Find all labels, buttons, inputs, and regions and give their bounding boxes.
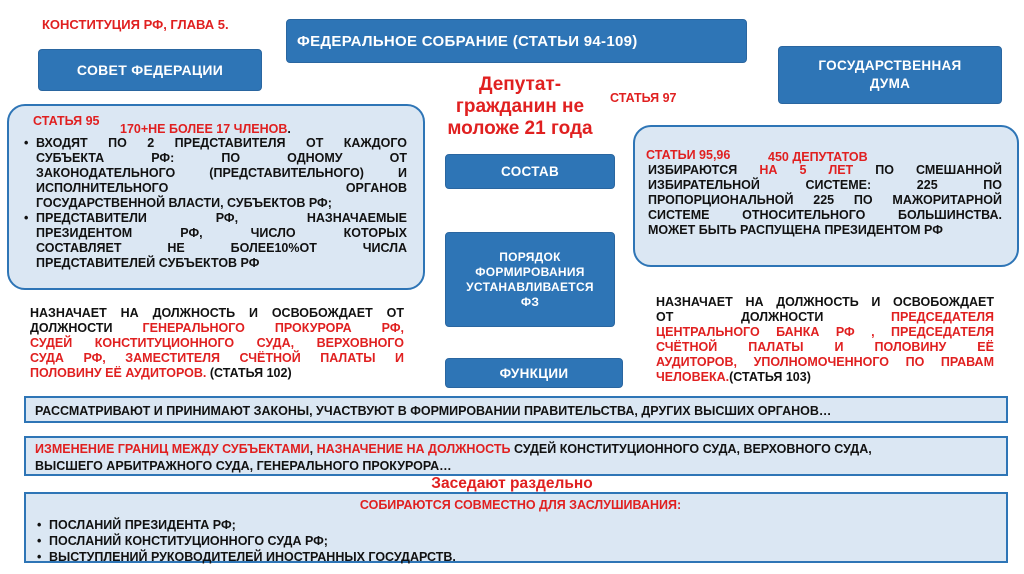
deputy-line-2: гражданин не — [455, 96, 585, 117]
federation-council-box — [38, 49, 262, 91]
council-b1-l1: • ВХОДЯТ ПО 2 ПРЕДСТАВИТЕЛЯ ОТ КАЖДОГО — [36, 136, 407, 150]
joint-item-2: • ПОСЛАНИЙ КОНСТИТУЦИОННОГО СУДА РФ; — [35, 533, 1006, 549]
council-b2-l1: • ПРЕДСТАВИТЕЛИ РФ, НАЗНАЧАЕМЫЕ — [36, 211, 407, 225]
council-members-dot: . — [287, 122, 291, 136]
deputy-article: СТАТЬЯ 97 — [610, 91, 677, 105]
state-duma-title-1: ГОСУДАРСТВЕННАЯ — [818, 58, 962, 73]
laws-bar — [24, 396, 1008, 423]
deputy-line-1: Депутат- — [478, 74, 562, 95]
right-appoint-l1: НАЗНАЧАЕТ НА ДОЛЖНОСТЬ И ОСВОБОЖДАЕТ — [656, 295, 994, 309]
right-appoint-l3: ЦЕНТРАЛЬНОГО БАНКА РФ , ПРЕДСЕДАТЕЛЯ — [656, 325, 994, 339]
joint-sessions-list — [35, 517, 1006, 565]
duma-deputies-count: 450 ДЕПУТАТОВ — [768, 150, 868, 164]
state-duma-box — [778, 46, 1002, 104]
council-b2-l2: ПРЕЗИДЕНТОМ РФ, ЧИСЛО КОТОРЫХ — [36, 226, 407, 240]
council-b1-l5: ГОСУДАРСТВЕННОЙ ВЛАСТИ, СУБЪЕКТОВ РФ; — [36, 196, 332, 210]
duma-line-4: СИСТЕМЕ ОТНОСИТЕЛЬНОГО БОЛЬШИНСТВА. — [648, 208, 1002, 222]
left-appoint-l3: СУДЕЙ КОНСТИТУЦИОННОГО СУДА, ВЕРХОВНОГО — [30, 336, 404, 350]
formation-box — [445, 232, 615, 327]
formation-line-3: УСТАНАВЛИВАЕТСЯ — [466, 279, 594, 294]
right-appoint-l6: ЧЕЛОВЕКА.(СТАТЬЯ 103) — [656, 370, 811, 384]
formation-line-1: ПОРЯДОК — [499, 249, 561, 264]
composition-label: СОСТАВ — [500, 164, 560, 179]
functions-label: ФУНКЦИИ — [499, 365, 569, 381]
council-b1-l4: ИСПОЛНИТЕЛЬНОГО ОРГАНОВ — [36, 181, 407, 195]
council-bullet-2 — [22, 211, 407, 271]
laws-text: РАССМАТРИВАЮТ И ПРИНИМАЮТ ЗАКОНЫ, УЧАСТВУЮТ В ФОРМИРОВАНИИ ПРАВИТЕЛЬСТВА, ДРУГИХ ВЫСШИХ ОРГАНОВ… — [35, 404, 832, 418]
sessions-separately: Заседают раздельно — [431, 475, 593, 492]
federal-assembly-box — [286, 19, 747, 63]
left-appoint-l1: НАЗНАЧАЕТ НА ДОЛЖНОСТЬ И ОСВОБОЖДАЕТ ОТ — [30, 306, 404, 320]
council-b1-l2: СУБЪЕКТА РФ: ПО ОДНОМУ ОТ — [36, 151, 407, 165]
right-appoint-l4: СЧЁТНОЙ ПАЛАТЫ И ПОЛОВИНУ ЕЁ — [656, 340, 994, 354]
deputy-requirement — [425, 74, 615, 140]
constitution-label: КОНСТИТУЦИЯ РФ, ГЛАВА 5. — [42, 17, 229, 32]
joint-sessions-bar — [24, 492, 1008, 563]
council-b1-l3: ЗАКОНОДАТЕЛЬНОГО (ПРЕДСТАВИТЕЛЬНОГО) И — [36, 166, 407, 180]
council-appointments — [30, 306, 404, 381]
borders-line-2: ВЫСШЕГО АРБИТРАЖНОГО СУДА, ГЕНЕРАЛЬНОГО ПРОКУРОРА… — [35, 459, 452, 473]
state-duma-title-2: ДУМА — [869, 76, 911, 91]
duma-text — [648, 163, 1002, 238]
federal-assembly-title: ФЕДЕРАЛЬНОЕ СОБРАНИЕ (СТАТЬИ 94-109) — [297, 32, 638, 50]
right-appoint-l5: АУДИТОРОВ, УПОЛНОМОЧЕННОГО ПО ПРАВАМ — [656, 355, 994, 369]
council-b2-l3: СОСТАВЛЯЕТ НЕ БОЛЕЕ10%ОТ ЧИСЛА — [36, 241, 407, 255]
council-bullet-1 — [22, 136, 407, 211]
duma-line-2: ИЗБИРАТЕЛЬНОЙ СИСТЕМЕ: 225 ПО — [648, 178, 1002, 192]
council-members — [120, 122, 291, 136]
left-appoint-l4: СУДА РФ, ЗАМЕСТИТЕЛЯ СЧЁТНОЙ ПАЛАТЫ И — [30, 351, 404, 365]
right-appoint-l2: ОТ ДОЛЖНОСТИ ПРЕДСЕДАТЕЛЯ — [656, 310, 994, 324]
formation-line-4: ФЗ — [520, 294, 540, 309]
joint-item-3: • ВЫСТУПЛЕНИЙ РУКОВОДИТЕЛЕЙ ИНОСТРАННЫХ ГОСУДАРСТВ. — [35, 549, 1006, 565]
duma-line-5: МОЖЕТ БЫТЬ РАСПУЩЕНА ПРЕЗИДЕНТОМ РФ — [648, 223, 943, 237]
duma-line-3: ПРОПОРЦИОНАЛЬНОЙ 225 ПО МАЖОРИТАРНОЙ — [648, 193, 1002, 207]
functions-box — [445, 358, 623, 388]
council-bullets — [22, 136, 407, 271]
council-article: СТАТЬЯ 95 — [33, 114, 100, 128]
duma-article: СТАТЬИ 95,96 — [646, 148, 731, 162]
joint-sessions-title: СОБИРАЮТСЯ СОВМЕСТНО ДЛЯ ЗАСЛУШИВАНИЯ: — [359, 498, 682, 512]
duma-appointments — [656, 295, 994, 385]
duma-line-1: ИЗБИРАЮТСЯ НА 5 ЛЕТ ПО СМЕШАННОЙ — [648, 163, 1002, 177]
borders-line-1: ИЗМЕНЕНИЕ ГРАНИЦ МЕЖДУ СУБЪЕКТАМИ, НАЗНАЧЕНИЕ НА ДОЛЖНОСТЬ СУДЕЙ КОНСТИТУЦИОННОГО СУДА, ВЕРХОВНОГО СУДА, — [35, 442, 872, 456]
council-b2-l4: ПРЕДСТАВИТЕЛЕЙ СУБЪЕКТОВ РФ — [36, 256, 260, 270]
federation-council-title: СОВЕТ ФЕДЕРАЦИИ — [76, 62, 224, 78]
deputy-line-3: моложе 21 года — [447, 118, 593, 139]
formation-line-2: ФОРМИРОВАНИЯ — [475, 264, 585, 279]
joint-item-1: • ПОСЛАНИЙ ПРЕЗИДЕНТА РФ; — [35, 517, 1006, 533]
left-appoint-l2: ДОЛЖНОСТИ ГЕНЕРАЛЬНОГО ПРОКУРОРА РФ, — [30, 321, 404, 335]
composition-box — [445, 154, 615, 189]
borders-bar — [24, 436, 1008, 476]
council-members-count: 170+НЕ БОЛЕЕ 17 ЧЛЕНОВ — [120, 122, 288, 136]
left-appoint-l5: ПОЛОВИНУ ЕЁ АУДИТОРОВ. (СТАТЬЯ 102) — [30, 366, 292, 380]
